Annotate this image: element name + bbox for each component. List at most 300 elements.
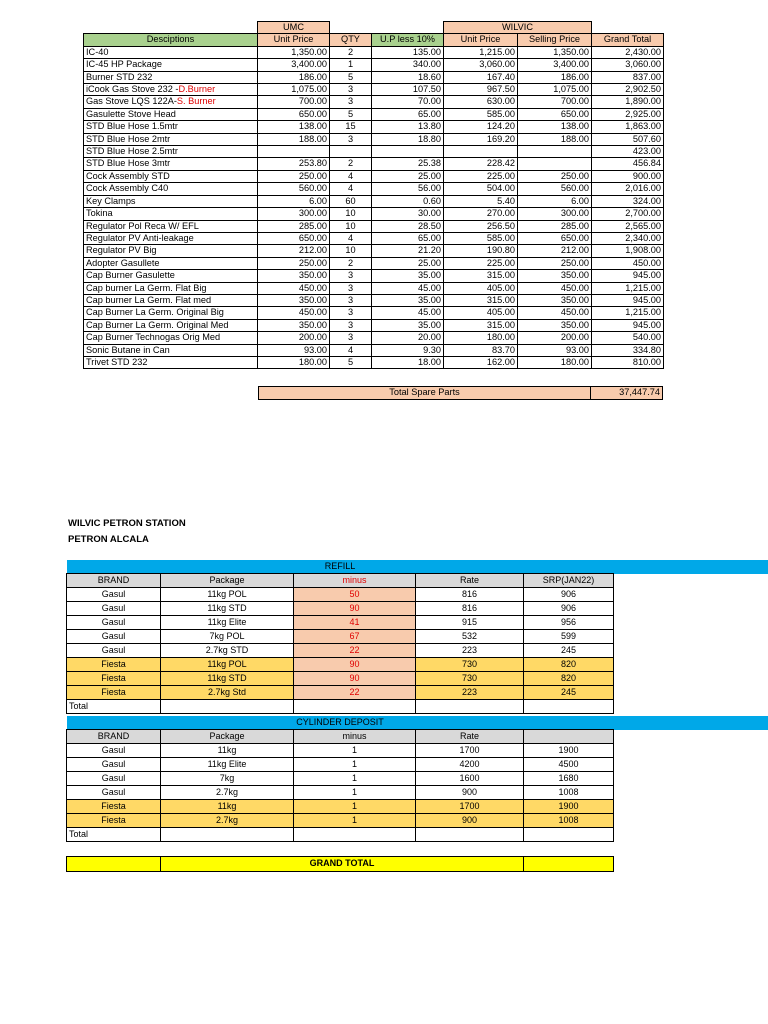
table-row [84,294,664,306]
description-cell [84,59,258,71]
brand-cell: Gasul [67,602,161,616]
unit-price-cell: 300.00 [258,208,330,220]
total-spare-value: 37,447.74 [591,387,663,400]
qty-cell: 60 [330,195,372,207]
grand-total-cell: 945.00 [592,270,664,282]
deposit-body [67,744,614,828]
selling-price-cell: 250.00 [518,257,592,269]
description-cell [84,71,258,83]
qty-cell: 5 [330,71,372,83]
selling-price-cell: 1,350.00 [518,46,592,58]
column-header-row [84,34,664,46]
srp-cell: 4500 [524,758,614,772]
table-row [84,133,664,145]
deposit-header-row [67,730,614,744]
description-cell [84,232,258,244]
refill-body [67,588,614,700]
up-less-cell: 18.00 [372,356,444,368]
up-less-cell: 21.20 [372,245,444,257]
unit-price-cell: 250.00 [258,257,330,269]
unit-price-cell: 3,400.00 [258,59,330,71]
up-less-cell: 135.00 [372,46,444,58]
col-descriptions: Desciptions [84,34,258,46]
description-cell [84,121,258,133]
unit-price-cell: 650.00 [258,108,330,120]
table-row [84,59,664,71]
col-qty: QTY [330,34,372,46]
table-row [84,46,664,58]
package-cell: 2.7kg STD [161,644,294,658]
wilvic-unit-price-cell: 585.00 [444,108,518,120]
minus-cell: 67 [294,630,416,644]
refill-col-package: Package [161,574,294,588]
up-less-cell: 25.00 [372,257,444,269]
refill-total-row [67,700,614,714]
wilvic-label: WILVIC [444,22,592,34]
station-location: PETRON ALCALA [68,534,149,545]
up-less-cell: 35.00 [372,270,444,282]
unit-price-cell: 285.00 [258,220,330,232]
table-row [84,84,664,96]
wilvic-unit-price-cell: 585.00 [444,232,518,244]
unit-price-cell: 180.00 [258,356,330,368]
qty-cell: 4 [330,232,372,244]
description-text: Gasulette Stove Head [86,108,176,119]
description-text: Cock Assembly STD [86,170,170,181]
description-text: IC-40 [86,46,109,57]
refill-col-srp: SRP(JAN22) [524,574,614,588]
description-cell [84,356,258,368]
description-text: Cap Burner Gasulette [86,270,175,281]
grand-total-cell: 1,215.00 [592,307,664,319]
deposit-col-minus: minus [294,730,416,744]
selling-price-cell: 450.00 [518,307,592,319]
package-cell: 11kg [161,800,294,814]
supplier-header-row [84,22,664,34]
refill-col-rate: Rate [416,574,524,588]
unit-price-cell [258,146,330,158]
grand-total-cell: 810.00 [592,356,664,368]
srp-cell: 1008 [524,786,614,800]
table-row [67,602,614,616]
description-text: Cap burner La Germ. Flat Big [86,282,207,293]
table-row [84,319,664,331]
table-row [84,220,664,232]
qty-cell: 15 [330,121,372,133]
grand-total-cell: 540.00 [592,332,664,344]
unit-price-cell: 253.80 [258,158,330,170]
rate-cell: 915 [416,616,524,630]
qty-cell: 3 [330,294,372,306]
description-cell [84,108,258,120]
table-row [84,170,664,182]
description-text: Key Clamps [86,195,136,206]
brand-cell: Fiesta [67,800,161,814]
grand-total-cell: 2,700.00 [592,208,664,220]
description-cell [84,158,258,170]
package-cell: 11kg Elite [161,616,294,630]
qty-cell [330,146,372,158]
package-cell: 2.7kg [161,814,294,828]
table-row [84,158,664,170]
col-selling-price: Selling Price [518,34,592,46]
rate-cell: 900 [416,814,524,828]
package-cell: 7kg POL [161,630,294,644]
selling-price-cell: 650.00 [518,108,592,120]
selling-price-cell: 1,075.00 [518,84,592,96]
selling-price-cell: 186.00 [518,71,592,83]
description-cell [84,319,258,331]
selling-price-cell: 250.00 [518,170,592,182]
table-row [67,758,614,772]
brand-cell: Fiesta [67,814,161,828]
srp-cell: 1680 [524,772,614,786]
up-less-cell: 107.50 [372,84,444,96]
qty-cell: 5 [330,356,372,368]
selling-price-cell [518,146,592,158]
grand-total-cell: 2,340.00 [592,232,664,244]
package-cell: 11kg Elite [161,758,294,772]
unit-price-cell: 200.00 [258,332,330,344]
table-row [84,108,664,120]
refill-total-label: Total [67,700,161,714]
description-cell [84,344,258,356]
grand-total-cell: 2,902.50 [592,84,664,96]
selling-price-cell: 350.00 [518,294,592,306]
table-row [84,195,664,207]
unit-price-cell: 250.00 [258,170,330,182]
table-row [84,183,664,195]
wilvic-unit-price-cell: 167.40 [444,71,518,83]
rate-cell: 1600 [416,772,524,786]
description-text: Tokina [86,208,113,219]
minus-cell: 22 [294,644,416,658]
description-cell [84,195,258,207]
refill-col-brand: BRAND [67,574,161,588]
table-row [84,208,664,220]
selling-price-cell: 700.00 [518,96,592,108]
col-grand-total: Grand Total [592,34,664,46]
table-row [84,121,664,133]
deposit-total-row [67,828,614,842]
grand-total-cell: 900.00 [592,170,664,182]
up-less-cell: 340.00 [372,59,444,71]
wilvic-unit-price-cell: 124.20 [444,121,518,133]
total-spare-label: Total Spare Parts [259,387,591,400]
up-less-cell: 9.30 [372,344,444,356]
qty-cell: 4 [330,344,372,356]
package-cell: 11kg STD [161,602,294,616]
up-less-cell: 65.00 [372,232,444,244]
description-cell [84,270,258,282]
up-less-cell: 56.00 [372,183,444,195]
grand-total-cell: 1,863.00 [592,121,664,133]
wilvic-unit-price-cell: 256.50 [444,220,518,232]
table-row [67,588,614,602]
brand-cell: Gasul [67,744,161,758]
qty-cell: 1 [330,59,372,71]
wilvic-unit-price-cell: 162.00 [444,356,518,368]
description-cell [84,133,258,145]
up-less-cell: 25.00 [372,170,444,182]
minus-cell: 1 [294,744,416,758]
description-text: Trivet STD 232 [86,356,148,367]
rate-cell: 223 [416,644,524,658]
grand-total-cell: 1,908.00 [592,245,664,257]
package-cell: 11kg POL [161,588,294,602]
package-cell: 7kg [161,772,294,786]
table-row [67,672,614,686]
package-cell: 11kg [161,744,294,758]
refill-col-minus: minus [294,574,416,588]
description-cell [84,220,258,232]
grand-total-row [66,856,614,872]
col-unit-price: Unit Price [258,34,330,46]
table-row [67,786,614,800]
srp-cell: 820 [524,658,614,672]
description-text: Regulator Pol Reca W/ EFL [86,220,199,231]
up-less-cell: 45.00 [372,307,444,319]
description-cell [84,332,258,344]
description-text: Cap burner La Germ. Flat med [86,294,212,305]
qty-cell: 3 [330,307,372,319]
grand-total-cell: 837.00 [592,71,664,83]
minus-cell: 50 [294,588,416,602]
qty-cell: 10 [330,220,372,232]
grand-total-cell: 334.80 [592,344,664,356]
grand-total-cell: 2,016.00 [592,183,664,195]
minus-cell: 1 [294,800,416,814]
package-cell: 2.7kg Std [161,686,294,700]
description-text: STD Blue Hose 2mtr [86,133,171,144]
qty-cell: 10 [330,245,372,257]
unit-price-cell: 188.00 [258,133,330,145]
srp-cell: 1900 [524,800,614,814]
brand-cell: Gasul [67,616,161,630]
col-up-less: U.P less 10% [372,34,444,46]
wilvic-unit-price-cell: 405.00 [444,307,518,319]
selling-price-cell: 350.00 [518,270,592,282]
station-name: WILVIC PETRON STATION [68,518,186,529]
description-text: IC-45 HP Package [86,59,162,70]
selling-price-cell: 212.00 [518,245,592,257]
minus-cell: 90 [294,602,416,616]
unit-price-cell: 450.00 [258,282,330,294]
selling-price-cell [518,158,592,170]
grand-total-cell: 1,215.00 [592,282,664,294]
grand-total-cell: 2,565.00 [592,220,664,232]
unit-price-cell: 350.00 [258,270,330,282]
minus-cell: 1 [294,772,416,786]
srp-cell: 820 [524,672,614,686]
description-text: Sonic Butane in Can [86,344,170,355]
description-cell [84,294,258,306]
spare-parts-table [83,21,664,369]
up-less-cell: 35.00 [372,319,444,331]
qty-cell: 3 [330,332,372,344]
unit-price-cell: 6.00 [258,195,330,207]
description-text: Adopter Gasullete [86,257,160,268]
table-row [67,658,614,672]
description-text: Cock Assembly C40 [86,183,169,194]
table-row [84,344,664,356]
qty-cell: 3 [330,96,372,108]
qty-cell: 4 [330,170,372,182]
total-spare-parts-row [258,386,663,400]
selling-price-cell: 350.00 [518,319,592,331]
grand-total-cell: 3,060.00 [592,59,664,71]
brand-cell: Gasul [67,786,161,800]
deposit-col-brand: BRAND [67,730,161,744]
description-cell [84,96,258,108]
table-row [84,232,664,244]
table-row [84,96,664,108]
burner-note: D.Burner [178,84,216,95]
wilvic-unit-price-cell: 3,060.00 [444,59,518,71]
unit-price-cell: 93.00 [258,344,330,356]
description-text: Cap Burner La Germ. Original Med [86,319,229,330]
table-row [67,616,614,630]
table-row [84,146,664,158]
unit-price-cell: 450.00 [258,307,330,319]
wilvic-unit-price-cell: 270.00 [444,208,518,220]
up-less-cell: 0.60 [372,195,444,207]
description-text: Regulator PV Anti-leakage [86,232,194,243]
wilvic-unit-price-cell: 225.00 [444,170,518,182]
selling-price-cell: 3,400.00 [518,59,592,71]
qty-cell: 3 [330,133,372,145]
up-less-cell: 70.00 [372,96,444,108]
table-row [84,356,664,368]
table-row [84,307,664,319]
brand-cell: Gasul [67,644,161,658]
minus-cell: 22 [294,686,416,700]
table-row [67,772,614,786]
description-cell [84,208,258,220]
up-less-cell: 35.00 [372,294,444,306]
spare-parts-body [84,46,664,369]
package-cell: 11kg STD [161,672,294,686]
brand-cell: Gasul [67,758,161,772]
srp-cell: 1008 [524,814,614,828]
qty-cell: 3 [330,270,372,282]
table-row [84,282,664,294]
umc-label: UMC [258,22,330,34]
selling-price-cell: 285.00 [518,220,592,232]
burner-note: S. Burner [176,96,216,107]
qty-cell: 10 [330,208,372,220]
wilvic-unit-price-cell: 315.00 [444,270,518,282]
table-row [67,686,614,700]
up-less-cell: 13.80 [372,121,444,133]
description-cell [84,245,258,257]
up-less-cell: 65.00 [372,108,444,120]
rate-cell: 223 [416,686,524,700]
table-row [84,71,664,83]
selling-price-cell: 450.00 [518,282,592,294]
description-text: Gas Stove LQS 122A- [86,96,177,107]
up-less-cell: 25.38 [372,158,444,170]
wilvic-unit-price-cell: 967.50 [444,84,518,96]
table-row [84,332,664,344]
wilvic-unit-price-cell: 315.00 [444,319,518,331]
cylinder-deposit-table [66,716,614,842]
package-cell: 11kg POL [161,658,294,672]
qty-cell: 2 [330,46,372,58]
qty-cell: 4 [330,183,372,195]
minus-cell: 1 [294,814,416,828]
grand-total-cell: 423.00 [592,146,664,158]
unit-price-cell: 350.00 [258,319,330,331]
wilvic-unit-price-cell: 5.40 [444,195,518,207]
wilvic-unit-price-cell: 405.00 [444,282,518,294]
srp-cell: 906 [524,588,614,602]
selling-price-cell: 300.00 [518,208,592,220]
table-row [84,257,664,269]
qty-cell: 3 [330,319,372,331]
up-less-cell: 30.00 [372,208,444,220]
up-less-cell: 18.60 [372,71,444,83]
refill-header-row [67,574,614,588]
description-text: STD Blue Hose 3mtr [86,158,171,169]
grand-total-cell: 456.84 [592,158,664,170]
unit-price-cell: 212.00 [258,245,330,257]
description-cell [84,146,258,158]
wilvic-unit-price-cell: 630.00 [444,96,518,108]
grand-total-cell: 1,890.00 [592,96,664,108]
selling-price-cell: 138.00 [518,121,592,133]
description-text: Cap Burner La Germ. Original Big [86,307,224,318]
description-text: Regulator PV Big [86,245,157,256]
srp-cell: 599 [524,630,614,644]
rate-cell: 1700 [416,744,524,758]
unit-price-cell: 700.00 [258,96,330,108]
selling-price-cell: 560.00 [518,183,592,195]
minus-cell: 90 [294,672,416,686]
up-less-cell: 18.80 [372,133,444,145]
qty-cell: 5 [330,108,372,120]
wilvic-unit-price-cell: 180.00 [444,332,518,344]
deposit-title: CYLINDER DEPOSIT [67,716,614,730]
unit-price-cell: 1,350.00 [258,46,330,58]
table-row [67,800,614,814]
wilvic-unit-price-cell: 228.42 [444,158,518,170]
qty-cell: 2 [330,158,372,170]
refill-table [66,560,614,714]
description-text: Cap Burner Technogas Orig Med [86,332,221,343]
description-text: Burner STD 232 [86,71,153,82]
up-less-cell: 45.00 [372,282,444,294]
wilvic-unit-price-cell: 504.00 [444,183,518,195]
grand-total-cell: 324.00 [592,195,664,207]
col-wilvic-unit-price: Unit Price [444,34,518,46]
rate-cell: 816 [416,602,524,616]
unit-price-cell: 350.00 [258,294,330,306]
unit-price-cell: 186.00 [258,71,330,83]
deposit-col-package: Package [161,730,294,744]
grand-total-cell: 2,430.00 [592,46,664,58]
table-row [67,644,614,658]
grand-total-cell: 507.60 [592,133,664,145]
selling-price-cell: 93.00 [518,344,592,356]
minus-cell: 1 [294,758,416,772]
description-cell [84,46,258,58]
selling-price-cell: 6.00 [518,195,592,207]
srp-cell: 245 [524,644,614,658]
grand-total-cell: 945.00 [592,294,664,306]
unit-price-cell: 138.00 [258,121,330,133]
description-cell [84,183,258,195]
